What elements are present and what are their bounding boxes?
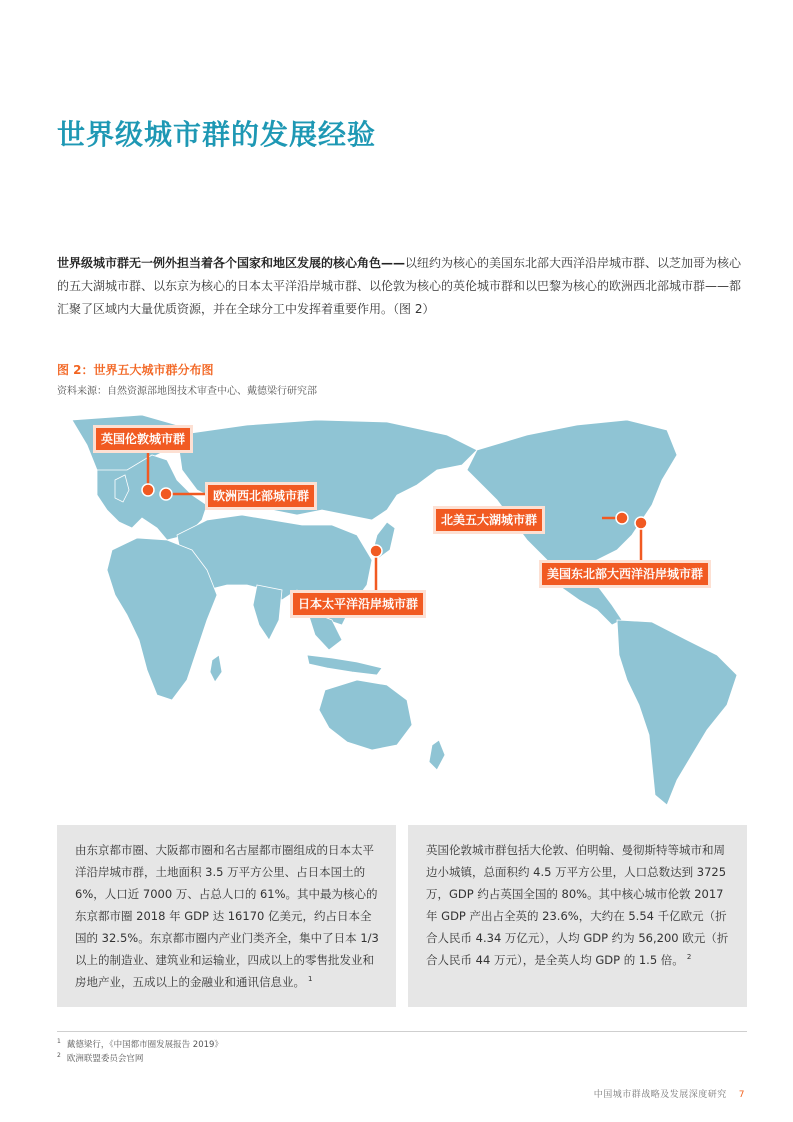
world-map <box>57 410 757 820</box>
intro-lead: 世界级城市群无一例外担当着各个国家和地区发展的核心角色—— <box>57 256 406 270</box>
landmass-north-america <box>467 420 677 575</box>
landmass-south-america <box>617 620 737 805</box>
footnote-1-text: 戴德梁行，《中国都市圈发展报告 2019》 <box>66 1040 223 1050</box>
marker-nw-europe <box>160 488 172 500</box>
footnote-ref-2: 2 <box>686 953 692 961</box>
footnote-ref-1: 1 <box>308 975 313 983</box>
footnote-2-num: 2 <box>57 1052 61 1059</box>
marker-great-lakes <box>616 512 628 524</box>
footnote-2-text: 欧洲联盟委员会官网 <box>66 1054 144 1064</box>
label-japan: 日本太平洋沿岸城市群 <box>290 590 426 618</box>
info-box-london-text: 英国伦敦城市群包括大伦敦、伯明翰、曼彻斯特等城市和周边小城镇，总面积约 4.5 万平方公里，人口总数达到 3725 万，GDP 约占英国全国的 80%。其中核心城市伦敦 2017 年 GDP 产出占全英的 23.6%，大约在 5.54 千亿欧元（折合人民币 4.34 万亿元），人均 GDP 约为 56,200 欧元（折合人民币 44 万元），是全英人均 GDP 的 1.5 倍。 <box>426 843 729 967</box>
page-title: 世界级城市群的发展经验 <box>57 118 377 151</box>
footnote-1-num: 1 <box>57 1038 61 1045</box>
figure-source: 资料来源：自然资源部地图技术审查中心、戴德梁行研究部 <box>57 386 317 397</box>
footnote-1 <box>57 1038 223 1050</box>
page-number: 7 <box>738 1090 745 1100</box>
landmass-india <box>253 585 282 640</box>
page-footer <box>594 1087 745 1100</box>
intro-paragraph <box>57 252 747 321</box>
label-great-lakes: 北美五大湖城市群 <box>433 506 545 534</box>
figure-title: 图 2：世界五大城市群分布图 <box>57 363 214 377</box>
info-box-japan <box>57 825 396 1007</box>
footnote-2 <box>57 1052 143 1064</box>
landmass-indonesia <box>307 655 382 675</box>
info-box-london <box>408 825 747 1007</box>
marker-us-northeast <box>635 517 647 529</box>
landmass-africa <box>107 538 217 700</box>
info-box-japan-text: 由东京都市圈、大阪都市圈和名古屋都市圈组成的日本太平洋沿岸城市群，土地面积 3.5 万平方公里、占日本国土的 6%，人口近 7000 万、占总人口的 61%。其中最为核心的东京都市圈 2018 年 GDP 达 16170 亿美元，约占日本全国的 32.5%。东京都市圈内产业门类齐全，集中了日本 1/3 以上的制造业、建筑业和运输业，四成以上的零售批发业和房地产业，五成以上的金融业和通讯信息业。 <box>75 843 379 989</box>
footer-title: 中国城市群战略及发展深度研究 <box>593 1090 727 1100</box>
label-london: 英国伦敦城市群 <box>93 425 193 453</box>
marker-japan <box>370 545 382 557</box>
label-us-northeast: 美国东北部大西洋沿岸城市群 <box>539 560 711 588</box>
landmass-australia <box>319 680 412 750</box>
landmass-madagascar <box>210 655 222 682</box>
footnote-divider <box>57 1031 747 1032</box>
label-nw-europe: 欧洲西北部城市群 <box>205 482 317 510</box>
intro-body: 以纽约为核心的美国东北部大西洋沿岸城市群、以芝加哥为核心的五大湖城市群、以东京为核心的日本太平洋沿岸城市群、以伦敦为核心的英伦城市群和以巴黎为核心的欧洲西北部城市群——都汇聚了区域内大量优质资源，并在全球分工中发挥着重要作用。（图 2） <box>57 256 742 316</box>
marker-london <box>142 484 154 496</box>
landmass-new-zealand <box>429 740 445 770</box>
